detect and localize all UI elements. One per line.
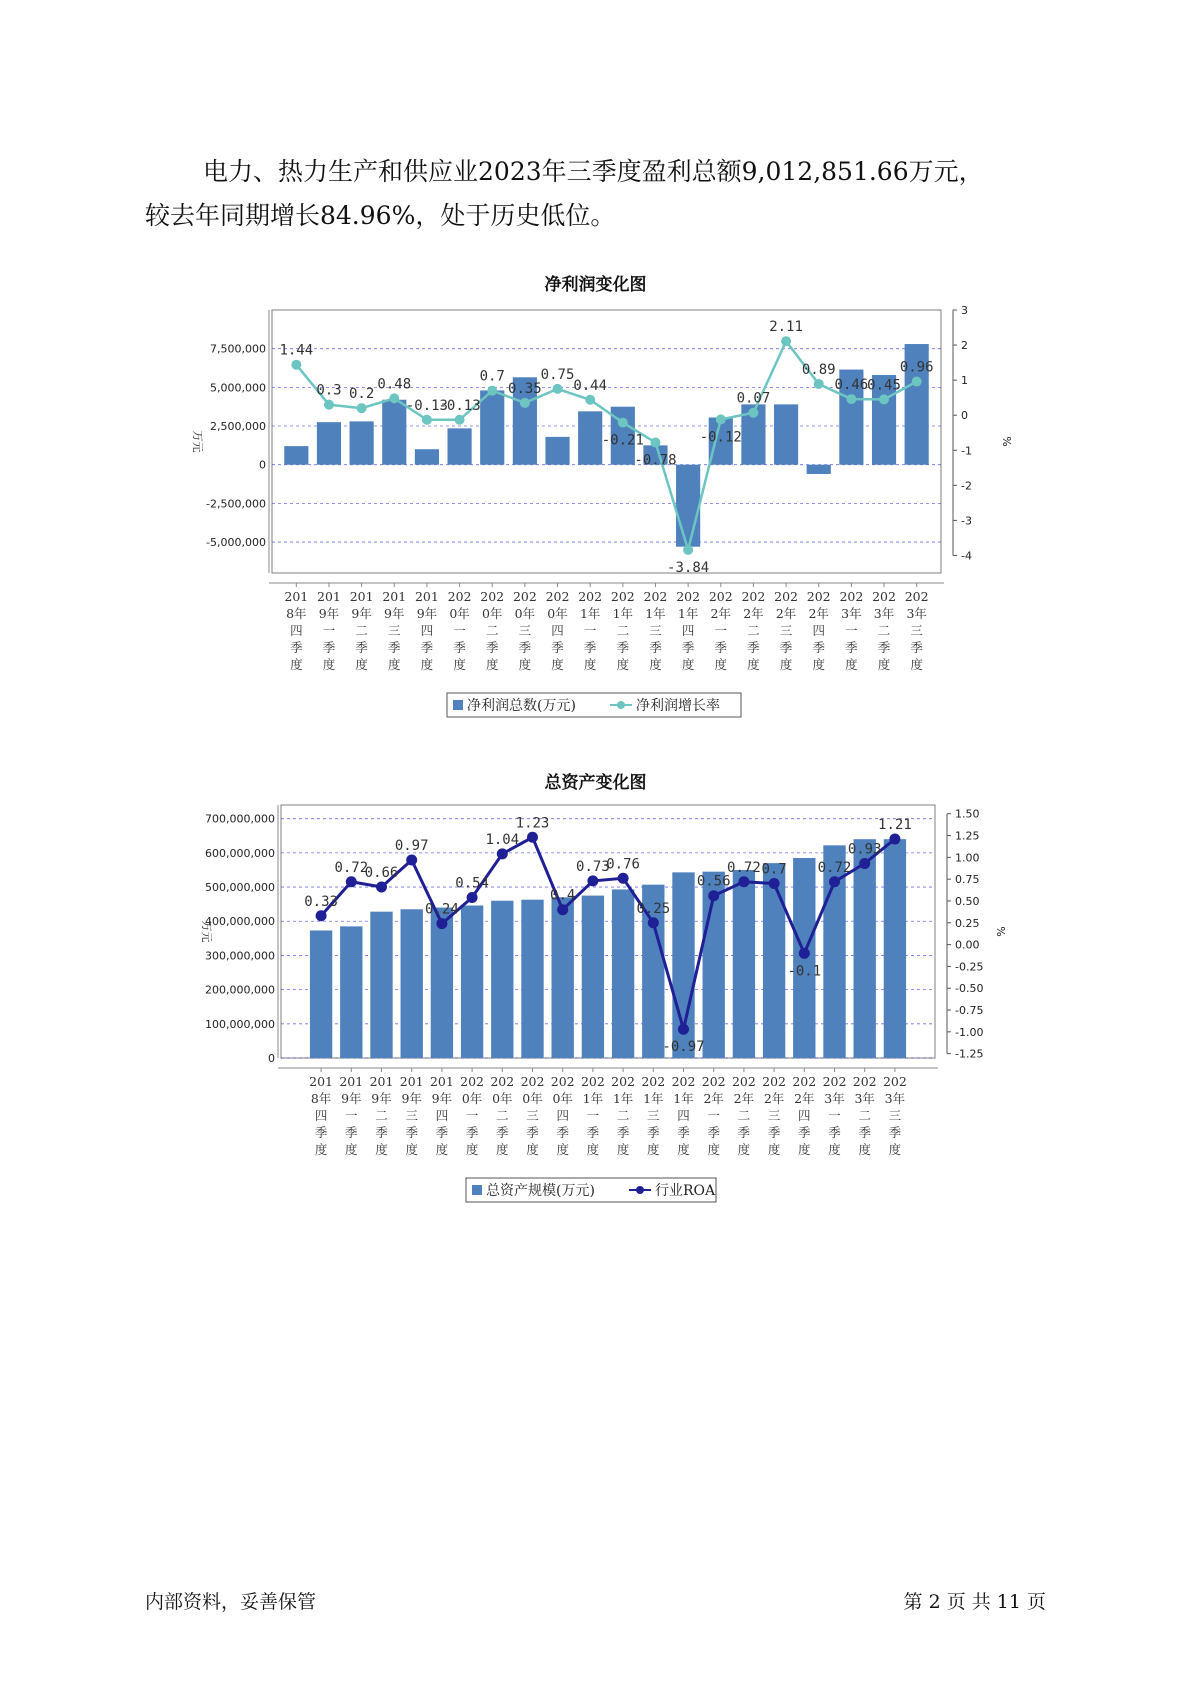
x-tick-label: 201 9年一季度 — [339, 1074, 364, 1157]
chart2-title: 总资产变化图 — [544, 773, 647, 793]
y2-tick-label: -0.25 — [955, 960, 984, 974]
data-label: 0.96 — [899, 359, 934, 376]
y-tick-label: 5,000,000 — [210, 381, 266, 395]
line-point — [912, 377, 922, 387]
bar — [578, 411, 602, 464]
y2-tick-label: 0.00 — [955, 938, 980, 952]
bar — [763, 863, 785, 1058]
data-label: 0.25 — [636, 900, 671, 917]
line-point — [618, 418, 628, 428]
data-label: -0.13 — [405, 397, 449, 414]
x-tick-label: 202 1年四季度 — [676, 589, 701, 672]
line-point — [678, 1024, 689, 1035]
x-tick-label: 202 2年三季度 — [774, 589, 799, 672]
data-label: 0.89 — [801, 361, 836, 378]
data-label: 1.21 — [878, 817, 912, 834]
data-label: 0.45 — [867, 377, 901, 394]
x-tick-label: 202 2年一季度 — [701, 1074, 726, 1157]
data-label: 0.35 — [508, 380, 542, 397]
x-tick-label: 202 3年二季度 — [852, 1074, 877, 1157]
y2-tick-label: -1 — [961, 444, 972, 458]
line-point — [650, 438, 660, 448]
line-point — [879, 394, 889, 404]
line-point — [738, 876, 749, 887]
bar — [491, 901, 513, 1058]
x-tick-label: 202 0年四季度 — [550, 1074, 575, 1157]
y2-tick-label: -0.75 — [955, 1004, 984, 1018]
line-point — [769, 878, 780, 889]
x-tick-label: 202 1年三季度 — [643, 589, 668, 672]
data-label: -0.13 — [438, 397, 481, 414]
x-tick-label: 202 3年二季度 — [872, 589, 896, 672]
data-label: 0.46 — [834, 377, 869, 394]
bar — [676, 465, 700, 547]
data-label: -0.1 — [787, 963, 822, 980]
data-label: 0.73 — [576, 858, 610, 875]
data-label: 0.72 — [817, 859, 852, 876]
legend-bar-swatch — [472, 1185, 482, 1195]
line-point — [716, 414, 726, 424]
bar — [480, 390, 504, 464]
data-label: 0.48 — [377, 376, 412, 393]
intro-line-1: 电力、热力生产和供应业2023年三季度盈利总额9,012,851.66万元， — [203, 157, 984, 186]
line-point — [648, 917, 659, 928]
chart1-title: 净利润变化图 — [544, 275, 647, 295]
data-label: -0.97 — [662, 1039, 705, 1056]
x-tick-label: 202 0年一季度 — [447, 589, 472, 672]
x-tick-label: 201 9年四季度 — [429, 1074, 454, 1157]
y2-tick-label: 3 — [961, 304, 968, 317]
x-tick-label: 202 2年三季度 — [762, 1074, 787, 1157]
x-tick-label: 202 0年四季度 — [545, 589, 570, 672]
x-tick-label: 202 3年三季度 — [882, 1074, 907, 1157]
data-label: 0.75 — [540, 366, 575, 383]
bar — [382, 400, 406, 465]
legend-line-label: 行业ROA — [655, 1183, 716, 1199]
x-tick-label: 202 2年二季度 — [731, 1074, 756, 1157]
line-point — [618, 873, 629, 884]
bar — [521, 900, 543, 1058]
x-tick-label: 201 9年二季度 — [369, 1074, 394, 1157]
data-label: 0.3 — [316, 382, 342, 399]
x-tick-label: 201 9年三季度 — [382, 589, 407, 672]
x-tick-label: 202 1年一季度 — [580, 1074, 605, 1157]
total-assets-chart — [0, 795, 1191, 1235]
data-label: -0.78 — [634, 452, 677, 469]
y2-tick-label: 0 — [961, 409, 968, 423]
y-axis-title: 万元 — [200, 920, 213, 943]
y2-axis-title: % — [1000, 436, 1013, 447]
x-tick-label: 202 2年一季度 — [708, 589, 733, 672]
x-tick-label: 202 2年四季度 — [792, 1074, 817, 1157]
x-tick-label: 202 1年三季度 — [641, 1074, 666, 1157]
x-tick-label: 202 1年二季度 — [611, 1074, 636, 1157]
bar — [461, 906, 483, 1058]
y2-tick-label: 0.25 — [955, 916, 980, 930]
y2-tick-label: 0.75 — [955, 873, 980, 887]
x-tick-label: 202 3年一季度 — [839, 589, 864, 672]
line-point — [553, 384, 563, 394]
legend-line-marker — [636, 1186, 644, 1194]
y-tick-label: 300,000,000 — [205, 949, 275, 963]
line-point — [748, 408, 758, 418]
line-point — [587, 875, 598, 886]
data-label: 0.44 — [573, 377, 608, 394]
line-point — [708, 890, 719, 901]
bar — [370, 912, 392, 1058]
line-point — [324, 400, 334, 410]
bar — [310, 930, 332, 1058]
legend-bar-label: 净利润总数(万元) — [467, 698, 576, 714]
bar — [545, 437, 569, 465]
bar — [350, 421, 374, 464]
net-profit-chart — [0, 300, 1191, 740]
data-label: 0.7 — [479, 368, 505, 385]
data-label: 0.56 — [696, 873, 731, 890]
y2-tick-label: 1.25 — [955, 829, 980, 843]
legend-bar-swatch — [453, 700, 463, 710]
legend-bar-label: 总资产规模(万元) — [486, 1183, 595, 1199]
x-tick-label: 202 3年三季度 — [904, 589, 929, 672]
data-label: 0.72 — [334, 859, 369, 876]
line-point — [316, 910, 327, 921]
intro-line-2: 较去年同期增长84.96%，处于历史低位。 — [145, 201, 616, 230]
x-tick-label: 202 0年三季度 — [520, 1074, 545, 1157]
line-point — [497, 848, 508, 859]
bar — [774, 404, 798, 464]
data-label: 0.72 — [727, 859, 761, 876]
legend-line-marker — [617, 701, 625, 709]
line-point — [683, 545, 693, 555]
data-label: 0.4 — [550, 887, 576, 904]
footer-right: 第 2 页 共 11 页 — [903, 1591, 1046, 1613]
x-tick-label: 202 3年一季度 — [822, 1074, 847, 1157]
y-tick-label: 600,000,000 — [205, 846, 275, 860]
data-label: -0.21 — [601, 432, 644, 449]
bar — [854, 839, 876, 1058]
y-tick-label: 200,000,000 — [205, 983, 275, 997]
x-tick-label: 202 2年二季度 — [741, 589, 766, 672]
x-tick-label: 202 0年三季度 — [512, 589, 537, 672]
data-label: 2.11 — [769, 319, 803, 336]
line-point — [781, 336, 791, 346]
line-point — [846, 394, 856, 404]
line-point — [520, 398, 530, 408]
y-tick-label: -2,500,000 — [206, 497, 266, 511]
data-label: 1.44 — [279, 342, 314, 359]
legend-line-label: 净利润增长率 — [636, 698, 720, 714]
y2-tick-label: -0.50 — [955, 982, 984, 996]
y-axis-title: 万元 — [191, 430, 204, 453]
line-point — [436, 918, 447, 929]
bar — [582, 896, 604, 1058]
data-label: 1.23 — [515, 815, 550, 832]
data-label: 0.24 — [425, 901, 459, 918]
x-tick-label: 202 1年四季度 — [671, 1074, 696, 1157]
x-tick-label: 201 8年四季度 — [284, 589, 309, 672]
y-tick-label: 7,500,000 — [210, 342, 266, 356]
line-point — [389, 393, 399, 403]
y-tick-label: 500,000,000 — [205, 881, 275, 895]
line-point — [291, 360, 301, 370]
line-point — [557, 904, 568, 915]
legend — [447, 693, 741, 717]
line-point — [346, 876, 357, 887]
x-tick-label: 201 9年二季度 — [349, 589, 374, 672]
y2-tick-label: -2 — [961, 479, 972, 493]
y-tick-label: 0 — [259, 458, 266, 472]
line-point — [376, 882, 387, 893]
line-point — [467, 892, 478, 903]
bar — [340, 926, 362, 1058]
x-tick-label: 202 0年一季度 — [460, 1074, 485, 1157]
data-label: 0.33 — [304, 893, 338, 910]
y2-tick-label: -4 — [961, 549, 972, 563]
data-label: 0.7 — [761, 861, 787, 878]
line-point — [487, 386, 497, 396]
y-tick-label: 400,000,000 — [205, 915, 275, 929]
y2-tick-label: 2 — [961, 339, 968, 353]
line-point — [585, 395, 595, 405]
y2-tick-label: -1.25 — [955, 1047, 984, 1061]
line-point — [814, 379, 824, 389]
bar — [431, 908, 453, 1058]
y2-axis-title: % — [994, 926, 1007, 937]
legend — [466, 1178, 716, 1202]
x-tick-label: 202 2年四季度 — [806, 589, 831, 672]
data-label: -3.84 — [667, 559, 710, 576]
x-tick-label: 201 8年四季度 — [309, 1074, 334, 1157]
data-label: 0.97 — [394, 837, 429, 854]
bar — [447, 428, 471, 464]
line-point — [829, 876, 840, 887]
y2-tick-label: 1 — [961, 374, 968, 388]
line-point — [859, 858, 870, 869]
line-point — [455, 415, 465, 425]
bar — [733, 870, 755, 1058]
x-tick-label: 201 9年四季度 — [414, 589, 439, 672]
data-label: 0.93 — [847, 841, 882, 858]
x-tick-label: 201 9年三季度 — [399, 1074, 424, 1157]
y2-tick-label: 1.50 — [955, 807, 980, 821]
y2-tick-label: -3 — [961, 514, 972, 528]
data-label: 0.2 — [348, 386, 375, 403]
data-label: 0.07 — [736, 390, 771, 407]
line-point — [422, 415, 432, 425]
bar — [552, 897, 574, 1058]
line-point — [357, 403, 367, 413]
line-point — [527, 832, 538, 843]
bar — [401, 909, 423, 1058]
bar — [317, 422, 341, 465]
y2-tick-label: 0.50 — [955, 894, 980, 908]
data-label: 0.54 — [455, 875, 489, 892]
line-point — [799, 948, 810, 959]
y2-tick-label: -1.00 — [955, 1025, 984, 1039]
y-tick-label: 700,000,000 — [205, 812, 275, 826]
bar — [415, 449, 439, 464]
data-label: -0.12 — [699, 429, 742, 446]
y-tick-label: 0 — [268, 1052, 275, 1065]
data-label: 1.04 — [485, 831, 520, 848]
x-tick-label: 202 0年二季度 — [490, 1074, 515, 1157]
data-label: 0.66 — [364, 865, 399, 882]
bar — [612, 889, 634, 1058]
bar — [807, 465, 831, 474]
x-tick-label: 202 1年二季度 — [610, 589, 635, 672]
y-tick-label: 100,000,000 — [205, 1017, 275, 1031]
y-tick-label: 2,500,000 — [210, 420, 266, 434]
data-label: 0.76 — [606, 856, 640, 873]
footer-left: 内部资料，妥善保管 — [145, 1591, 317, 1613]
line-point — [889, 834, 900, 845]
line-point — [406, 854, 417, 865]
intro-paragraph — [145, 150, 1045, 238]
x-tick-label: 202 1年一季度 — [578, 589, 603, 672]
bar — [284, 446, 308, 465]
x-tick-label: 202 0年二季度 — [480, 589, 505, 672]
bar — [884, 839, 906, 1058]
x-tick-label: 201 9年一季度 — [317, 589, 341, 672]
y-tick-label: -5,000,000 — [206, 536, 266, 550]
y2-tick-label: 1.00 — [955, 851, 980, 865]
